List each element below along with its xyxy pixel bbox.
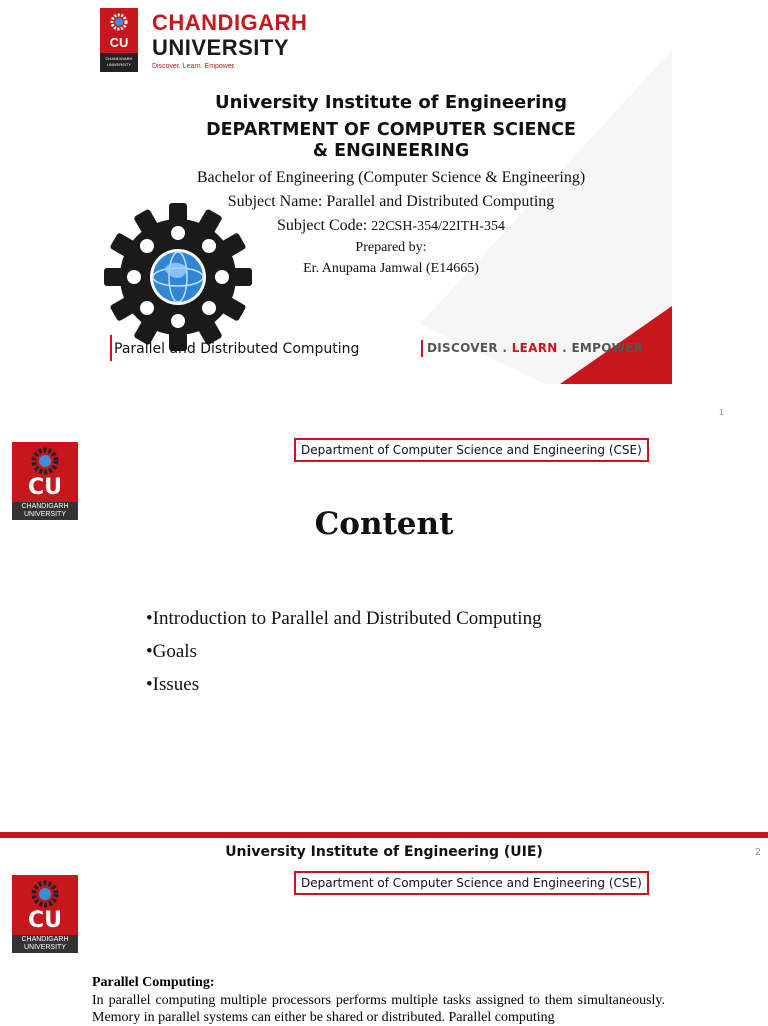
subject-code: 22CSH-354/22ITH-354 [371, 219, 505, 234]
bullet-item: •Introduction to Parallel and Distributed Computing [146, 608, 542, 629]
department-badge: Department of Computer Science and Engineering (CSE) [294, 871, 649, 895]
motto-empower: . EMPOWER [557, 341, 644, 355]
motto-discover: DISCOVER . [427, 341, 512, 355]
institute-title: University Institute of Engineering [214, 92, 567, 113]
bullet-item: •Issues [146, 674, 200, 695]
mini-gear-icon [109, 12, 129, 32]
section-heading: Parallel Computing: [92, 975, 215, 990]
subject-code-label: Subject Code: [277, 217, 372, 234]
logo-letters: CU [109, 35, 129, 50]
bullet-item: •Goals [146, 641, 197, 662]
footer-left-accent [110, 335, 112, 361]
wordmark-line-1: CHANDIGARH [152, 10, 308, 35]
cu-logo-icon [12, 875, 78, 953]
motto-learn: LEARN [511, 341, 558, 355]
department-title-line1: DEPARTMENT OF COMPUTER SCIENCE [206, 120, 576, 140]
department-badge: Department of Computer Science and Engineering (CSE) [294, 438, 649, 462]
footer-subject: Parallel and Distributed Computing [114, 341, 360, 357]
gear-icon [30, 446, 60, 476]
logo-base-text: CHANDIGARH UNIVERSITY [100, 53, 138, 72]
bullet-text: Introduction to Parallel and Distributed Computing [152, 608, 542, 629]
gear-icon [30, 879, 60, 909]
gear-globe-icon [100, 203, 256, 351]
top-red-rule [0, 832, 768, 838]
wordmark-line-2: UNIVERSITY [152, 35, 290, 60]
slide-number: 2 [755, 847, 761, 858]
title-slide [0, 0, 768, 420]
logo-tagline: Discover. Learn. Empower. [152, 63, 236, 70]
footer-motto [427, 341, 643, 355]
bullet-text: Issues [152, 674, 200, 695]
logo-letters: CU [27, 475, 62, 500]
slide-header: University Institute of Engineering (UIE) [225, 844, 543, 860]
logo-base-text: CHANDIGARH UNIVERSITY [12, 502, 78, 520]
section-body: In parallel computing multiple processors performs multiple tasks assigned to them simultaneously. Memory in parallel systems can either be shared or distributed. Parallel computing [92, 993, 665, 1025]
bullet-text: Goals [152, 641, 197, 662]
prepared-by-name: Er. Anupama Jamwal (E14665) [303, 261, 479, 276]
degree-line: Bachelor of Engineering (Computer Science & Engineering) [196, 169, 586, 186]
footer-right-accent [421, 340, 423, 357]
prepared-by-label: Prepared by: [355, 240, 427, 255]
logo-letters: CU [27, 908, 62, 933]
content-heading: Content [314, 506, 454, 542]
cu-logo-icon [100, 8, 138, 72]
logo-base-text: CHANDIGARH UNIVERSITY [12, 935, 78, 953]
university-logo [100, 8, 308, 74]
slide-number: 1 [719, 408, 724, 417]
subject-name: Subject Name: Parallel and Distributed Computing [227, 193, 555, 210]
department-title-line2: & ENGINEERING [312, 141, 470, 161]
